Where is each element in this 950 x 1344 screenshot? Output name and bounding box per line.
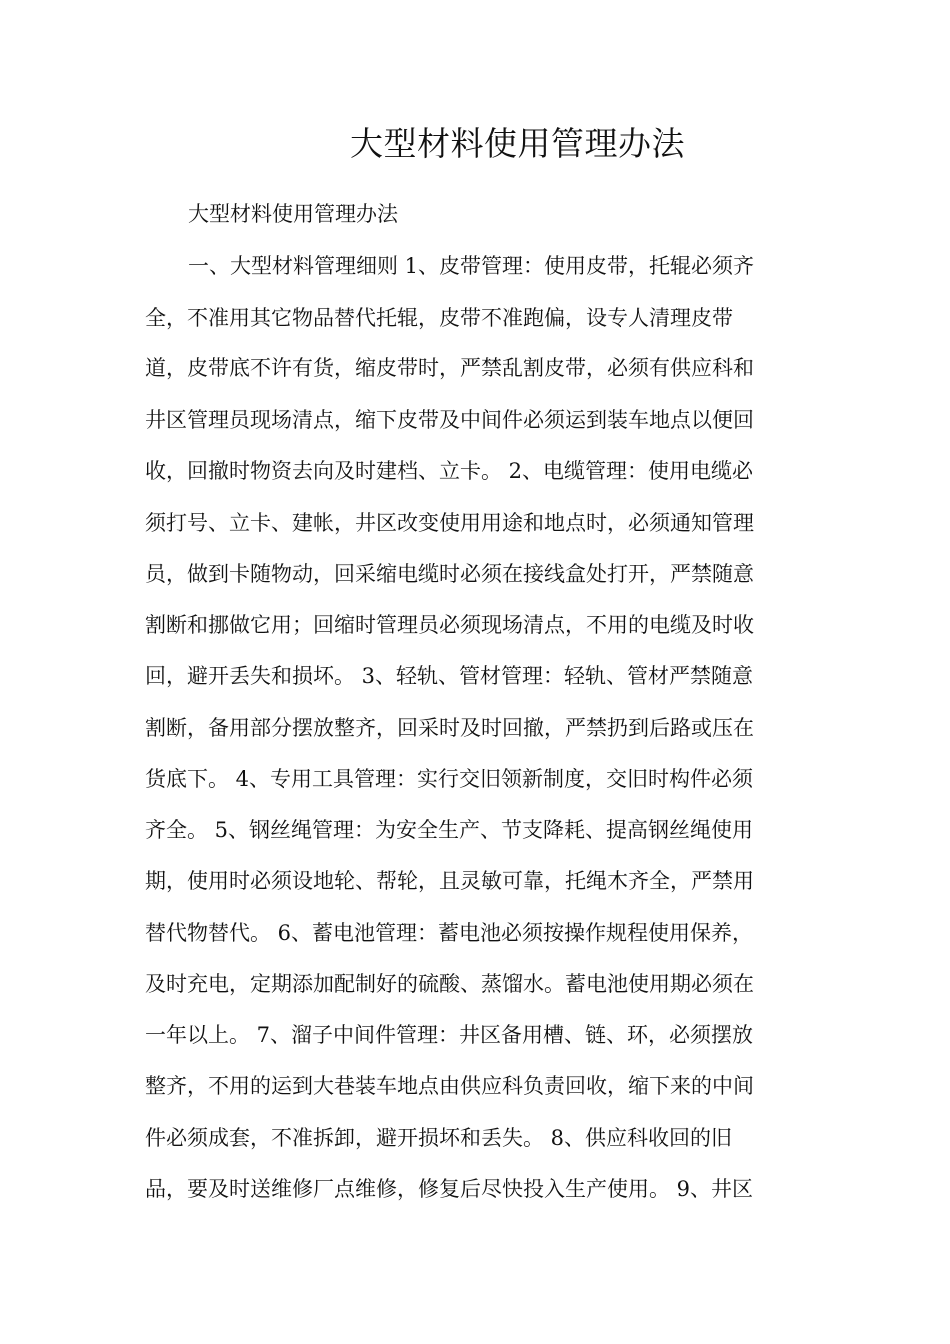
paragraph-line: 齐全。 5、钢丝绳管理：为安全生产、节支降耗、提高钢丝绳使用 xyxy=(145,818,754,842)
subtitle-line: 大型材料使用管理办法 xyxy=(188,202,398,226)
paragraph-line: 货底下。 4、专用工具管理：实行交旧领新制度，交旧时构件必须 xyxy=(145,767,754,791)
paragraph-line: 收，回撤时物资去向及时建档、立卡。 2、电缆管理：使用电缆必 xyxy=(145,459,754,483)
paragraph-line: 品，要及时送维修厂点维修，修复后尽快投入生产使用。 9、井区 xyxy=(145,1177,754,1201)
paragraph-line: 一、大型材料管理细则 1、皮带管理：使用皮带，托辊必须齐 xyxy=(188,254,755,278)
paragraph-line: 全，不准用其它物品替代托辊，皮带不准跑偏，设专人清理皮带 xyxy=(145,306,733,330)
paragraph-line: 及时充电，定期添加配制好的硫酸、蒸馏水。蓄电池使用期必须在 xyxy=(145,972,754,996)
paragraph-line: 井区管理员现场清点，缩下皮带及中间件必须运到装车地点以便回 xyxy=(145,408,754,432)
document-title: 大型材料使用管理办法 xyxy=(350,124,685,163)
paragraph-line: 道，皮带底不许有货，缩皮带时，严禁乱割皮带，必须有供应科和 xyxy=(145,356,754,380)
paragraph-line: 员，做到卡随物动，回采缩电缆时必须在接线盒处打开，严禁随意 xyxy=(145,562,754,586)
paragraph-line: 割断和挪做它用；回缩时管理员必须现场清点，不用的电缆及时收 xyxy=(145,613,754,637)
paragraph-line: 割断，备用部分摆放整齐，回采时及时回撤，严禁扔到后路或压在 xyxy=(145,716,754,740)
paragraph-line: 须打号、立卡、建帐，井区改变使用用途和地点时，必须通知管理 xyxy=(145,511,754,535)
paragraph-line: 整齐，不用的运到大巷装车地点由供应科负责回收，缩下来的中间 xyxy=(145,1074,754,1098)
paragraph-line: 件必须成套，不准拆卸，避开损坏和丢失。 8、供应科收回的旧 xyxy=(145,1126,733,1150)
paragraph-line: 回，避开丢失和损坏。 3、轻轨、管材管理：轻轨、管材严禁随意 xyxy=(145,664,754,688)
paragraph-line: 一年以上。 7、溜子中间件管理：井区备用槽、链、环，必须摆放 xyxy=(145,1023,754,1047)
paragraph-line: 期，使用时必须设地轮、帮轮，且灵敏可靠，托绳木齐全，严禁用 xyxy=(145,869,754,893)
paragraph-line: 替代物替代。 6、蓄电池管理：蓄电池必须按操作规程使用保养， xyxy=(145,921,754,945)
